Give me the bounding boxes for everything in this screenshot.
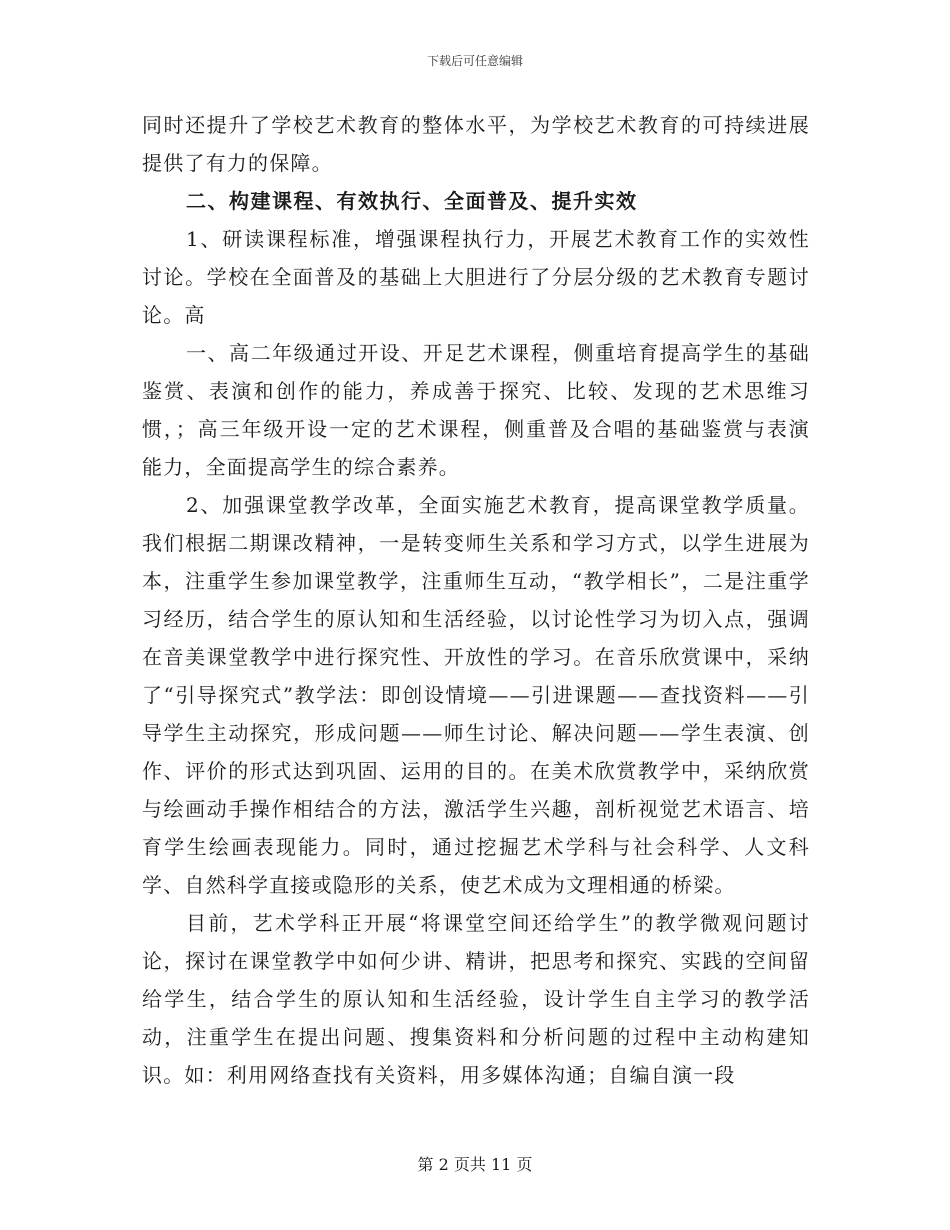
section-heading: 二、构建课程、有效执行、全面普及、提升实效 xyxy=(186,189,638,213)
paragraph-item-2: 2、加强课堂教学改革，全面实施艺术教育，提高课堂教学质量。我们根据二期课改精神，一是转变师生关系和学习方式，以学生进展为本，注重学生参加课堂教学，注重师生互动，“教学相长”，二是注重学习经历，结合学生的原认知和生活经验，以讨论性学习为切入点，强调在音美课堂教学中进行探究性、开放性的学习。在音乐欣赏课中，采纳了“引导探究式”教学法：即创设情境——引进课题——查找资料——引导学生主动探究，形成问题——师生讨论、解决问题——学生表演、创作、评价的形式达到巩固、运用的目的。在美术欣赏教学中，采纳欣赏与绘画动手操作相结合的方法，激活学生兴趣，剖析视觉艺术语言、培育学生绘画表现能力。同时，通过挖掘艺术学科与社会科学、人文科学、自然科学直接或隐形的关系，使艺术成为文理相通的桥梁。 xyxy=(142,493,810,897)
document-body xyxy=(142,106,810,1094)
paragraph-item-1: 1、研读课程标准，增强课程执行力，开展艺术教育工作的实效性讨论。学校在全面普及的基础上大胆进行了分层分级的艺术教育专题讨论。高 xyxy=(142,227,810,327)
page-header: 下载后可任意编辑 xyxy=(426,54,523,68)
paragraph-current-work: 目前，艺术学科正开展“将课堂空间还给学生”的教学微观问题讨论，探讨在课堂教学中如何少讲、精讲，把思考和探究、实践的空间留给学生，结合学生的原认知和生活经验，设计学生自主学习的教学活动，注重学生在提出问题、搜集资料和分析问题的过程中主动构建知识。如：利用网络查找有关资料，用多媒体沟通；自编自演一段 xyxy=(142,911,810,1087)
page-number-footer: 第 2 页共 11 页 xyxy=(417,1155,533,1174)
paragraph-grade-levels: 一、高二年级通过开设、开足艺术课程，侧重培育提高学生的基础鉴赏、表演和创作的能力，养成善于探究、比较、发现的艺术思维习惯，；高三年级开设一定的艺术课程，侧重普及合唱的基础鉴赏与表演能力，全面提高学生的综合素养。 xyxy=(142,341,810,479)
paragraph-continuation: 同时还提升了学校艺术教育的整体水平，为学校艺术教育的可持续进展提供了有力的保障。 xyxy=(142,113,810,175)
